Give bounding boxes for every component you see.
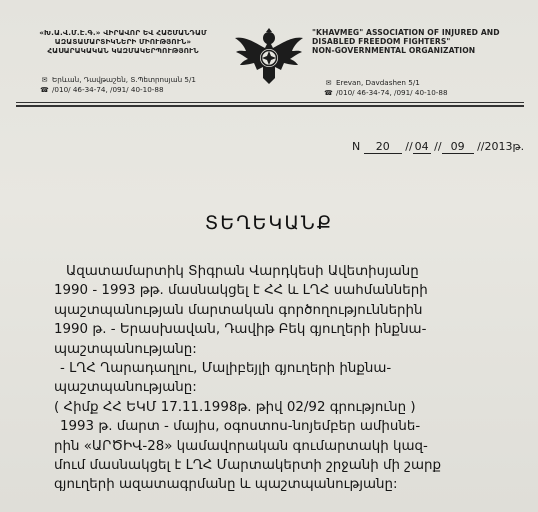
body-line: գյուղերի ազատագրմանը և պաշտպանությանը: bbox=[54, 477, 398, 493]
address-block-english bbox=[324, 78, 448, 98]
address-block-armenian bbox=[40, 75, 196, 95]
header-divider-line bbox=[16, 102, 524, 103]
phone-armenian: /010/ 46-34-74, /091/ 40-10-88 bbox=[52, 85, 164, 94]
reference-number-value: 20 bbox=[364, 140, 402, 154]
envelope-icon: ✉ bbox=[325, 79, 332, 87]
body-line: պաշտպանությանը: bbox=[54, 341, 197, 357]
reference-day: 04 bbox=[414, 140, 429, 153]
eagle-emblem-icon bbox=[232, 26, 306, 88]
body-line: րին «ԱՐԾԻՎ-28» կամավորական գումարտակի կազ- bbox=[54, 438, 428, 454]
phone-icon: ☎ bbox=[324, 89, 333, 97]
header-right-org-block bbox=[312, 28, 524, 55]
org-name-armenian: «Խ.Ա.Վ.Մ.Է.Գ.» ՎԻՐԱՎՈՐ ԵՎ ՀԱՇՄԱՆԴԱՄ ԱԶԱՏԱՄԱՐՏԻԿՆԵՐԻ ՄԻՈՒԹՅՈՒՆ» ՀԱՍԱՐԱԿԱԿԱՆ ԿԱԶՄԱԿԵՐՊՈՒԹՅՈՒՆ bbox=[39, 28, 207, 55]
header-left-org-block bbox=[18, 28, 228, 55]
address-english: Erevan, Davdashen 5/1 bbox=[336, 78, 420, 87]
phone-icon: ☎ bbox=[40, 86, 49, 94]
body-line: 1993 թ. մարտ - մայիս, օգոստոս-նոյեմբեր ամիսնե- bbox=[60, 419, 421, 435]
reference-year: 2013թ. bbox=[484, 140, 525, 153]
envelope-icon: ✉ bbox=[41, 76, 48, 84]
body-line: ( Հիմք ՀՀ ԵԿՄ 17.11.1998թ. թիվ 02/92 գրությունը ) bbox=[54, 399, 416, 415]
body-line: Ազատամարտիկ Տիգրան Վարդկեսի Ավետիսյանը bbox=[66, 264, 419, 279]
body-line: - ԼՂՀ Ղարադաղլու, Մալիբեյլի գյուղերի ինքնա- bbox=[60, 361, 392, 377]
reference-number: N 20 // 04 // 09 //2013թ. bbox=[352, 140, 525, 153]
body-line: 1990 - 1993 թթ. մասնակցել է ՀՀ և ԼՂՀ սահմանների bbox=[54, 283, 428, 299]
body-line: մում մասնակցել է ԼՂՀ Մարտակերտի շրջանի մի շարք bbox=[54, 458, 441, 474]
body-line: պաշտպանությանը: bbox=[54, 380, 197, 396]
phone-english: /010/ 46-34-74, /091/ 40-10-88 bbox=[336, 88, 448, 97]
reference-prefix: N bbox=[352, 140, 361, 153]
document-title: ՏԵՂԵԿԱՆՔ bbox=[204, 212, 334, 234]
reference-month: 09 bbox=[442, 140, 474, 154]
header-divider-line-thick bbox=[16, 105, 524, 107]
certificate-body bbox=[54, 262, 524, 495]
org-name-english: "KHAVMEG" ASSOCIATION OF INJURED AND DISABLED FREEDOM FIGHTERS" NON-GOVERNMENTAL ORGANIZATION bbox=[312, 28, 500, 55]
address-armenian: Երևան, Դավթաշեն, Տ.Պետրոսյան 5/1 bbox=[52, 75, 197, 84]
body-line: 1990 թ. - Երասխավան, Դավիթ Բեկ գյուղերի ինքնա- bbox=[54, 322, 427, 338]
body-line: պաշտպանության մարտական գործողություններին bbox=[54, 302, 423, 318]
